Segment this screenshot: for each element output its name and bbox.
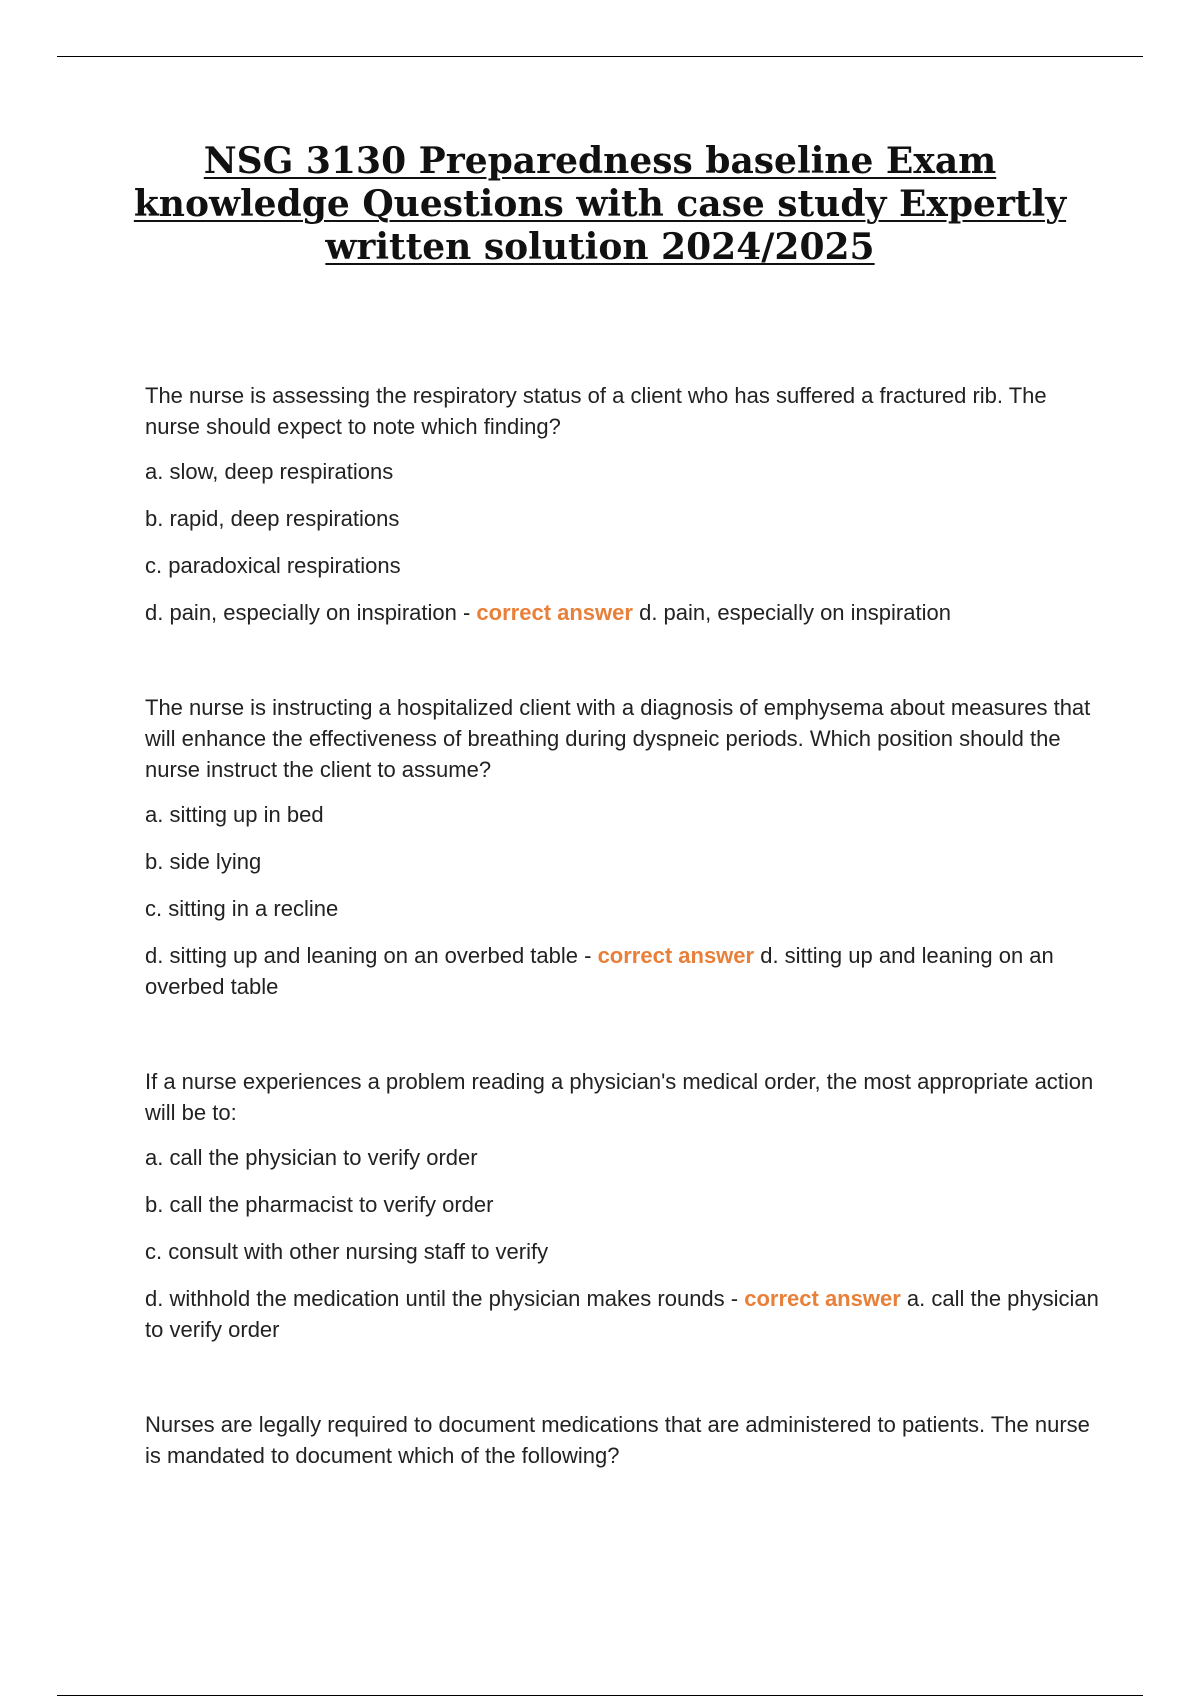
bottom-rule	[57, 1695, 1143, 1696]
question-2-text: The nurse is instructing a hospitalized client with a diagnosis of emphysema about measures that will enhance the effectiveness of breathing during dyspneic periods. Which position should the nurse instruct the client to assume?	[145, 695, 1091, 782]
question-1-option-a: a. slow, deep respirations	[145, 459, 394, 484]
question-3-option-a: a. call the physician to verify order	[145, 1145, 478, 1170]
question-2-answer: d. sitting up and leaning on an overbed table	[145, 943, 1054, 999]
question-1-text: The nurse is assessing the respiratory status of a client who has suffered a fractured rib. The nurse should expect to note which finding?	[145, 383, 1047, 439]
question-1	[145, 380, 1105, 628]
question-3-answer: a. call the physician to verify order	[145, 1286, 1099, 1342]
question-3-option-d: d. withhold the medication until the physician makes rounds -	[145, 1286, 739, 1311]
document-title-text: NSG 3130 Preparedness baseline Exam knowledge Questions with case study Expertly written solution 2024/2025	[133, 140, 1067, 268]
question-list	[145, 380, 1105, 1535]
question-4	[145, 1409, 1105, 1471]
document-title	[100, 140, 1100, 269]
question-3-option-c: c. consult with other nursing staff to verify	[145, 1239, 549, 1264]
top-rule	[57, 56, 1143, 57]
question-3-option-d-row	[145, 1283, 1105, 1345]
correct-answer-label: correct answer	[744, 1286, 901, 1311]
question-2-option-c: c. sitting in a recline	[145, 896, 339, 921]
question-2-option-d-row	[145, 940, 1105, 1002]
question-1-answer: d. pain, especially on inspiration	[639, 600, 951, 625]
question-1-option-b: b. rapid, deep respirations	[145, 506, 400, 531]
question-1-option-d-row	[145, 597, 1105, 628]
question-2	[145, 692, 1105, 1002]
question-1-option-d: d. pain, especially on inspiration -	[145, 600, 471, 625]
question-2-option-b: b. side lying	[145, 849, 262, 874]
question-3-text: If a nurse experiences a problem reading a physician's medical order, the most appropriate action will be to:	[145, 1069, 1094, 1125]
correct-answer-label: correct answer	[476, 600, 633, 625]
question-2-option-a: a. sitting up in bed	[145, 802, 324, 827]
question-3	[145, 1066, 1105, 1345]
question-1-option-c: c. paradoxical respirations	[145, 553, 401, 578]
question-3-option-b: b. call the pharmacist to verify order	[145, 1192, 494, 1217]
question-4-text: Nurses are legally required to document medications that are administered to patients. The nurse is mandated to document which of the following?	[145, 1412, 1090, 1468]
correct-answer-label: correct answer	[597, 943, 755, 968]
question-2-option-d: d. sitting up and leaning on an overbed table -	[145, 943, 592, 968]
